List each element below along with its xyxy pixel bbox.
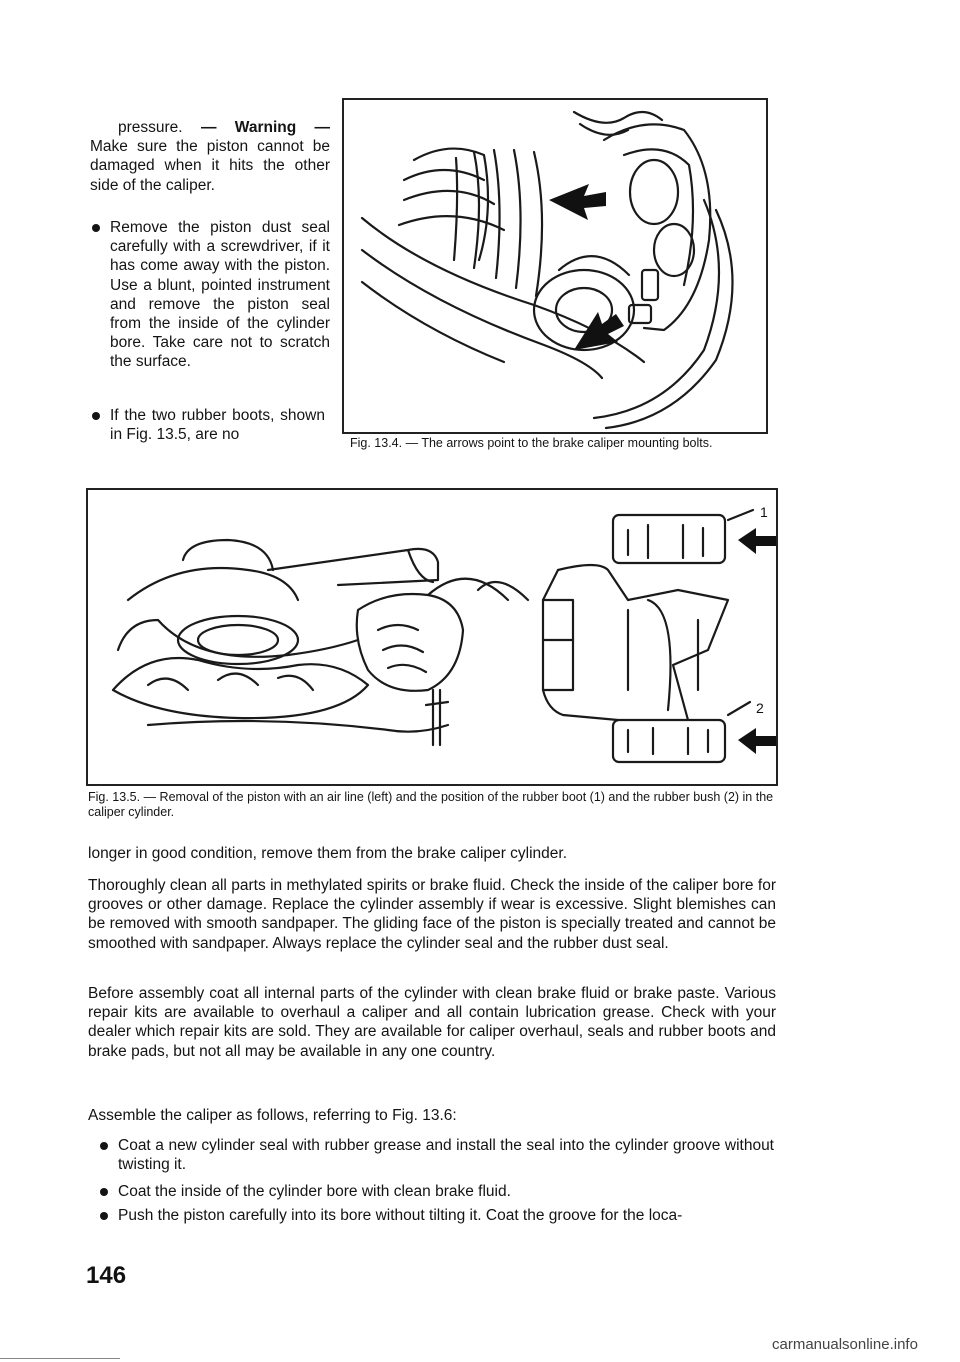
bullet-dot (100, 1142, 108, 1150)
body-paragraph-3: Before assembly coat all internal parts of the cylinder with clean brake fluid or brake paste. Various repair kits are available to overhaul a caliper and all contain lubrication grease. Check with your dealer which repair kits are sold. They are available for caliper overhaul, seals and rubber boots and brake pads, but not all may be available in any one country. (88, 985, 776, 1060)
bullet-dot (92, 412, 100, 420)
bullet-dot (92, 224, 100, 232)
figure-13-4-caption: Fig. 13.4. — The arrows point to the brake caliper mounting bolts. (350, 436, 713, 450)
left-bullet-1-text: Remove the piston dust seal carefully with a screwdriver, if it has come away with the piston. Use a blunt, pointed instrument and remove the piston seal from the inside of the cylinder bore. Take care not to scratch the surface. (110, 219, 330, 371)
figure-label-1: 1 (760, 504, 768, 520)
left-bullet-2-text: If the two rubber boots, shown in Fig. 13.5, are no (110, 407, 325, 444)
body-paragraph-2: Thoroughly clean all parts in methylated spirits or brake fluid. Check the inside of the caliper bore for grooves or other damage. Replace the cylinder assembly if wear is excessive. Slight blemishes can be removed with smooth sandpaper. The gliding face of the piston is specially treated and cannot be smoothed with sandpaper. Always replace the cylinder seal and the rubber dust seal. (88, 877, 776, 952)
left-bullet-1 (110, 218, 330, 372)
left-bullet-2 (110, 406, 325, 444)
warning-paragraph (90, 118, 330, 195)
body-bullet-1-text: Coat a new cylinder seal with rubber grease and install the seal into the cylinder groove without twisting it. (118, 1137, 774, 1174)
bullet-dot (100, 1212, 108, 1220)
page-number: 146 (86, 1262, 127, 1289)
figure-13-4-illustration (344, 100, 766, 432)
figure-13-5-caption: Fig. 13.5. — Removal of the piston with an air line (left) and the position of the rubber boot (1) and the rubber bush (2) in the caliper cylinder. (88, 790, 774, 819)
body-paragraph-1: longer in good condition, remove them from the brake caliper cylinder. (88, 845, 568, 862)
bottom-rule (0, 1358, 120, 1359)
bullet-dot (100, 1188, 108, 1196)
figure-13-5-illustration (88, 490, 776, 784)
warning-label: — Warning — (200, 119, 331, 136)
body-paragraph-4: Assemble the caliper as follows, referring to Fig. 13.6: (88, 1107, 457, 1124)
site-watermark: carmanualsonline.info (772, 1336, 918, 1353)
left-column (90, 118, 330, 195)
figure-13-5-frame (86, 488, 778, 786)
body-bullet-1 (118, 1136, 774, 1174)
body-bullet-2-text: Coat the inside of the cylinder bore with clean brake fluid. (118, 1183, 511, 1200)
body-bullet-3 (118, 1206, 774, 1225)
warning-text: Make sure the piston cannot be damaged when it hits the other side of the caliper. (90, 138, 330, 194)
figure-13-4-frame (342, 98, 768, 434)
body-bullet-2 (118, 1182, 774, 1201)
figure-label-2: 2 (756, 700, 764, 716)
continuation-text: pressure. (118, 119, 183, 136)
body-bullet-3-text: Push the piston carefully into its bore without tilting it. Coat the groove for the loca- (118, 1207, 683, 1224)
